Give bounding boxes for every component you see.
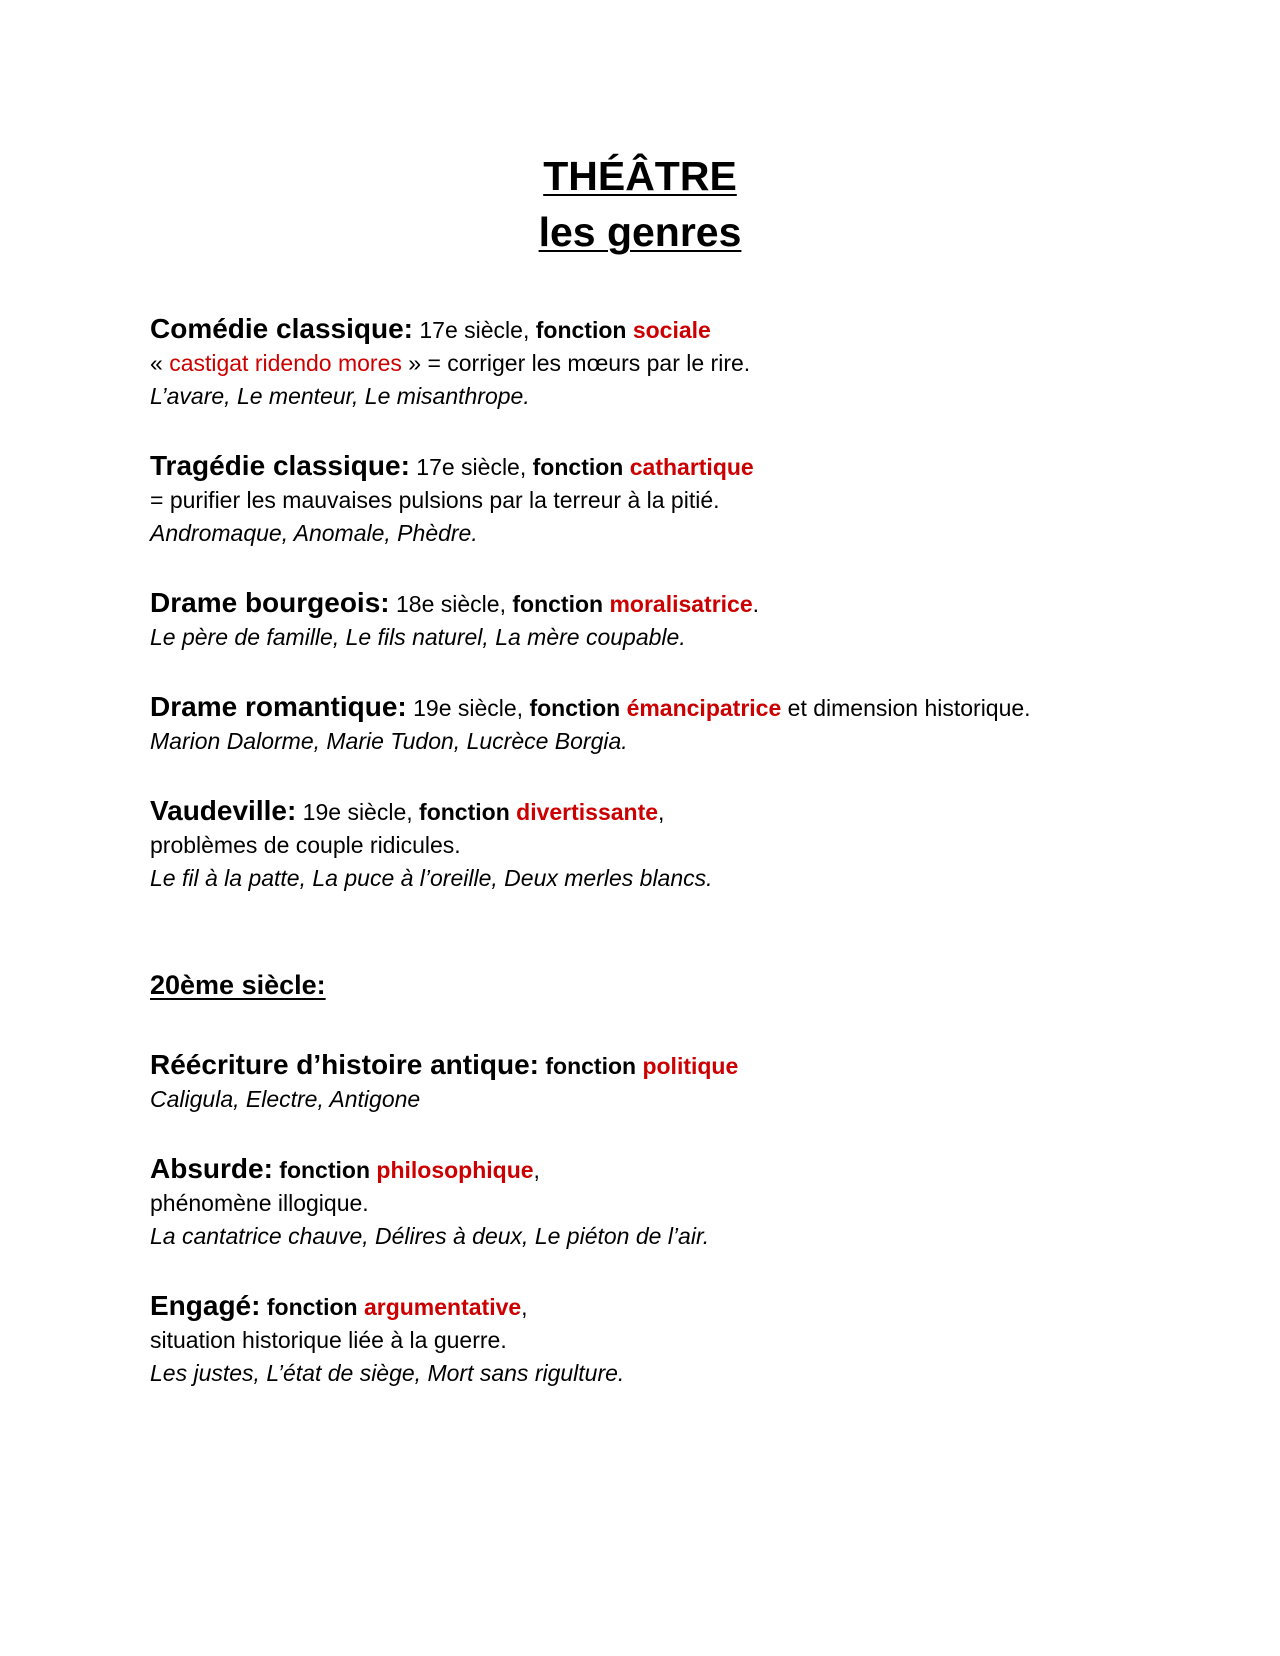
section-heading — [150, 449, 1250, 484]
fonction-label: fonction — [272, 1157, 370, 1183]
fonction-value: moralisatrice — [609, 591, 753, 617]
genre-era: 18e siècle, — [389, 591, 513, 617]
works-list: L’avare, Le menteur, Le misanthrope. — [150, 383, 530, 409]
fonction-label: fonction — [535, 317, 627, 343]
fonction-value: philosophique — [376, 1157, 534, 1183]
genre-name: Comédie classique: — [150, 313, 413, 344]
latin-quote: castigat ridendo mores — [169, 350, 402, 376]
genre-era: 17e siècle, — [412, 317, 536, 343]
page-title — [0, 148, 1280, 260]
genre-era: 19e siècle, — [296, 799, 420, 825]
fonction-value: politique — [642, 1053, 739, 1079]
fonction-label: fonction — [512, 591, 604, 617]
genre-name: Engagé: — [150, 1290, 261, 1321]
fonction-value: sociale — [632, 317, 711, 343]
quote-rest: » = corriger les mœurs par le rire. — [401, 350, 751, 376]
genre-name: Drame bourgeois: — [150, 587, 390, 618]
section-heading — [150, 1152, 1250, 1187]
section-tragedie-classique — [150, 449, 1250, 550]
genre-era: 19e siècle, — [406, 695, 530, 721]
fonction-label: fonction — [260, 1294, 358, 1320]
works-list: Andromaque, Anomale, Phèdre. — [150, 520, 478, 546]
section-heading — [150, 794, 1250, 829]
fonction-suffix: , — [533, 1157, 540, 1183]
section-description: = purifier les mauvaises pulsions par la terreur à la pitié. — [150, 487, 720, 513]
section-reecriture-antique — [150, 1048, 1250, 1116]
fonction-suffix: , — [521, 1294, 528, 1320]
fonction-suffix: . — [752, 591, 760, 617]
works-list: Caligula, Electre, Antigone — [150, 1086, 421, 1112]
section-drame-romantique — [150, 690, 1250, 758]
genre-name: Vaudeville: — [150, 795, 297, 826]
fonction-suffix: et dimension historique. — [781, 695, 1031, 721]
title-line-2: les genres — [538, 209, 742, 255]
section-heading — [150, 1048, 1250, 1083]
section-absurde — [150, 1152, 1250, 1253]
section-heading — [150, 312, 1250, 347]
works-list: Le père de famille, Le fils naturel, La mère coupable. — [150, 624, 686, 650]
section-vaudeville — [150, 794, 1250, 895]
works-list: Le fil à la patte, La puce à l’oreille, Deux merles blancs. — [150, 865, 713, 891]
section-description: situation historique liée à la guerre. — [150, 1327, 507, 1353]
genre-name: Réécriture d’histoire antique: — [150, 1049, 539, 1080]
section-drame-bourgeois — [150, 586, 1250, 654]
section-heading — [150, 690, 1250, 725]
fonction-value: divertissante — [516, 799, 659, 825]
works-list: Les justes, L’état de siège, Mort sans rigulture. — [150, 1360, 625, 1386]
section-engage — [150, 1289, 1250, 1390]
fonction-label: fonction — [419, 799, 510, 825]
section-comedie-classique — [150, 312, 1250, 413]
fonction-label: fonction — [538, 1053, 637, 1079]
fonction-label: fonction — [532, 454, 624, 480]
century-heading: 20ème siècle: — [150, 970, 326, 1000]
section-description: problèmes de couple ridicules. — [150, 832, 461, 858]
genre-name: Drame romantique: — [150, 691, 407, 722]
title-line-1: THÉÂTRE — [543, 153, 737, 199]
section-description — [150, 347, 1250, 380]
genre-name: Tragédie classique: — [150, 450, 410, 481]
works-list: Marion Dalorme, Marie Tudon, Lucrèce Borgia. — [150, 728, 628, 754]
fonction-value: cathartique — [629, 454, 754, 480]
document-body — [150, 312, 1250, 1426]
genre-name: Absurde: — [150, 1153, 273, 1184]
section-heading — [150, 586, 1250, 621]
section-heading — [150, 1289, 1250, 1324]
fonction-label: fonction — [529, 695, 621, 721]
fonction-value: émancipatrice — [626, 695, 782, 721]
fonction-suffix: , — [658, 799, 665, 825]
quote-open: « — [150, 350, 170, 376]
section-description: phénomène illogique. — [150, 1190, 369, 1216]
genre-era: 17e siècle, — [409, 454, 533, 480]
fonction-value: argumentative — [363, 1294, 522, 1320]
works-list: La cantatrice chauve, Délires à deux, Le piéton de l’air. — [150, 1223, 710, 1249]
